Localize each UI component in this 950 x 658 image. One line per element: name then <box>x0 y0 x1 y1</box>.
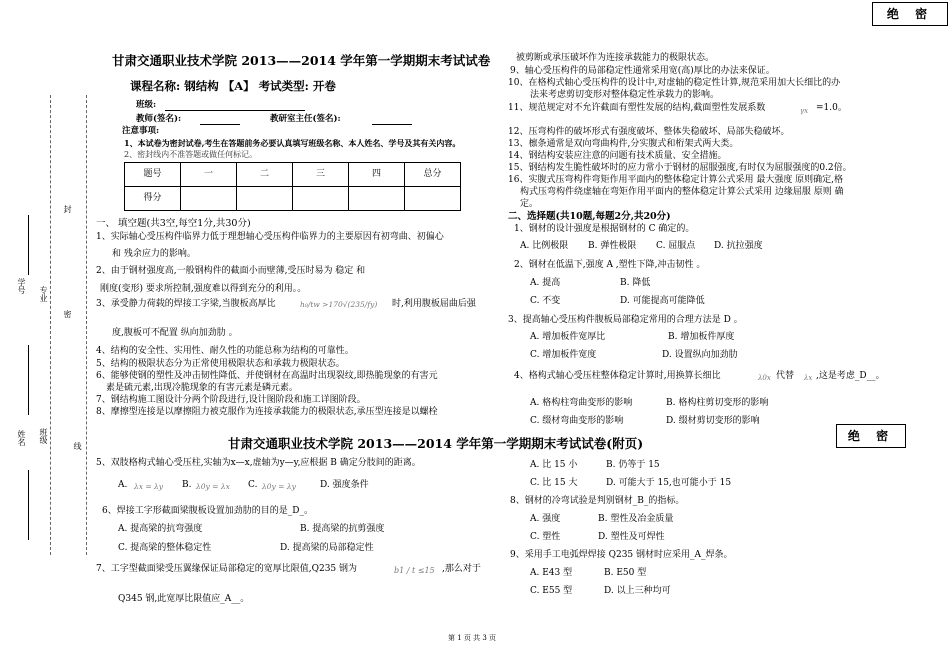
rt-q10b: 法来考虑剪切变形对整体稳定性承载力的影响。 <box>530 90 720 100</box>
s2-q3-opt-b[interactable]: B. 增加板件厚度 <box>668 332 735 342</box>
page-footer: 第 1 页 共 3 页 <box>448 634 497 642</box>
section2-title: 二、选择题(共10题,每题2分,共20分) <box>508 211 671 222</box>
seal-line-right <box>86 95 87 555</box>
note-2: 2、密封线内不准答题或做任何标记。 <box>124 150 258 159</box>
score-cell[interactable] <box>181 187 237 211</box>
score-cell[interactable] <box>237 187 293 211</box>
score-cell[interactable] <box>293 187 349 211</box>
ap-q7-opt-b[interactable]: B. 仍等于 15 <box>606 460 660 470</box>
ap-q9: 9、采用手工电弧焊焊接 Q235 钢材时应采用_A_焊条。 <box>510 550 733 560</box>
score-table <box>124 162 461 211</box>
ap-q8-opt-a[interactable]: A. 强度 <box>530 514 561 524</box>
s2-q4-formula-1: λ0x <box>758 374 771 382</box>
margin-field-line-1 <box>28 215 30 275</box>
s2-q2-opt-a[interactable]: A. 提高 <box>530 278 561 288</box>
ap-q5-opt-d[interactable]: D. 强度条件 <box>320 480 369 490</box>
ap-q7b: Q345 钢,此宽厚比限值应_A__。 <box>118 594 250 604</box>
major-label: 专业 <box>39 286 48 302</box>
seal-mark-mi: 密 <box>63 310 72 318</box>
s2-q1: 1、钢材的设计强度是根据钢材的 C 确定的。 <box>514 224 695 234</box>
score-cell[interactable] <box>349 187 405 211</box>
s2-q4-opt-a[interactable]: A. 格构柱弯曲变形的影响 <box>530 398 633 408</box>
rt-q14: 14、钢结构安装应注意的问题有技术质量、安全措施。 <box>508 151 727 161</box>
seal-line-left <box>50 95 51 555</box>
ap-q5-opt-c-formula: λ0y = λy <box>262 482 296 491</box>
s1-q1b: 和 残余应力的影响。 <box>112 249 196 259</box>
ap-q5-opt-b-formula: λ0y = λx <box>196 482 230 491</box>
ap-q9-opt-c[interactable]: C. E55 型 <box>530 586 573 596</box>
s1-q6: 6、能够使钢的塑性及冲击韧性降低、并使钢材在高温时出现裂纹,即热脆现象的有害元 <box>96 371 438 381</box>
rt-q10: 10、在格构式轴心受压构件的设计中,对虚轴的稳定性计算,规范采用加大长细比的办 <box>508 78 841 88</box>
student-id-label: 学号 <box>17 278 26 294</box>
note-1: 1、本试卷为密封试卷,考生在答题前务必要认真填写班级名称、本人姓名、学号及其有关内容。 <box>124 138 461 148</box>
class-label-margin: 班级 <box>39 428 48 444</box>
s1-q2b: 刚度(变形) 要求所控制,强度难以得到充分的利用。。 <box>100 284 307 294</box>
section1-title: 一、 填空题(共3空,每空1分,共30分) <box>96 218 251 229</box>
secret-label-appendix: 绝 密 <box>836 424 906 448</box>
ap-q9-opt-d[interactable]: D. 以上三种均可 <box>604 586 671 596</box>
rt-q16b: 构式压弯构件绕虚轴在弯矩作用平面内的整体稳定计算公式采用 边缘屈服 原则 确 <box>520 187 844 197</box>
s1-q2: 2、由于钢材强度高,一般钢构件的截面小而壁薄,受压时易为 稳定 和 <box>96 266 366 276</box>
s1-q1: 1、实际轴心受压构件临界力低于理想轴心受压构件临界力的主要原因有初弯曲、初偏心 <box>96 232 444 242</box>
ap-q7-opt-a[interactable]: A. 比 15 小 <box>530 460 578 470</box>
score-row-label: 得分 <box>125 187 181 211</box>
s2-q2-opt-d[interactable]: D. 可能提高可能降低 <box>620 296 705 306</box>
exam-title: 甘肃交通职业技术学院 2013——2014 学年第一学期期末考试试卷 <box>112 53 491 68</box>
seal-mark-xian: 线 <box>73 442 82 450</box>
s2-q3-opt-d[interactable]: D. 设置纵向加劲肋 <box>662 350 738 360</box>
score-header-1: 一 <box>181 163 237 187</box>
ap-q8: 8、钢材的冷弯试验是判别钢材_B_的指标。 <box>510 496 685 506</box>
s2-q2-opt-b[interactable]: B. 降低 <box>620 278 651 288</box>
director-sign-label: 教研室主任(签名): <box>270 114 341 124</box>
s2-q3-opt-a[interactable]: A. 增加板件宽厚比 <box>530 332 606 342</box>
score-cell[interactable] <box>405 187 461 211</box>
s1-q7: 7、钢结构施工图设计分两个阶段进行,设计图阶段和施工详图阶段。 <box>96 395 366 405</box>
s1-q3: 3、承受静力荷载的焊接工字梁,当腹板高厚比 <box>96 299 276 309</box>
score-header-no: 题号 <box>125 163 181 187</box>
ap-q9-opt-b[interactable]: B. E50 型 <box>604 568 647 578</box>
ap-q7: 7、工字型截面梁受压翼缘保证局部稳定的宽厚比限值,Q235 钢为 <box>96 564 358 574</box>
rt-q11-formula: γx <box>800 107 809 115</box>
rt-q9: 9、轴心受压构件的局部稳定性通常采用宽(高)厚比的办法来保证。 <box>510 66 775 76</box>
ap-q8-opt-b[interactable]: B. 塑性及冶金质量 <box>598 514 674 524</box>
rt-q12: 12、压弯构件的破坏形式有强度破坏、整体失稳破坏、局部失稳破坏。 <box>508 127 790 137</box>
s1-q8: 8、摩擦型连接是以摩擦阻力被克服作为连接承载能力的极限状态,承压型连接是以螺栓 <box>96 407 438 417</box>
s2-q4-opt-d[interactable]: D. 缀材剪切变形的影响 <box>666 416 760 426</box>
ap-q5-opt-c[interactable]: C. <box>248 480 258 490</box>
s2-q1-opt-b[interactable]: B. 弹性极限 <box>588 241 637 251</box>
ap-q5: 5、双肢格构式轴心受压柱,实轴为x—x,虚轴为y—y,应根据 B 确定分肢间的距离。 <box>96 458 421 468</box>
s1-q3e: 时,利用腹板屈曲后强 <box>392 299 476 309</box>
s2-q4-opt-c[interactable]: C. 缀材弯曲变形的影响 <box>530 416 624 426</box>
s2-q2-opt-c[interactable]: C. 不变 <box>530 296 561 306</box>
ap-q6-opt-d[interactable]: D. 提高梁的局部稳定性 <box>280 543 374 553</box>
s2-q1-opt-a[interactable]: A. 比例极限 <box>520 241 569 251</box>
rt-q11e: =1.0。 <box>816 103 847 113</box>
score-header-total: 总分 <box>405 163 461 187</box>
ap-q7-formula: b1 / t ≤15 <box>394 566 435 575</box>
margin-field-line-3 <box>28 470 30 540</box>
s2-q3-opt-c[interactable]: C. 增加板件宽度 <box>530 350 597 360</box>
director-sign-line[interactable] <box>372 124 412 125</box>
ap-q8-opt-c[interactable]: C. 塑性 <box>530 532 561 542</box>
course-line: 课程名称: 钢结构 【A】 考试类型: 开卷 <box>130 79 336 93</box>
notes-title: 注意事项: <box>122 126 160 136</box>
ap-q6-opt-c[interactable]: C. 提高梁的整体稳定性 <box>118 543 212 553</box>
s2-q4f: ,这是考虑_D__。 <box>816 371 885 381</box>
ap-q6-opt-a[interactable]: A. 提高梁的抗弯强度 <box>118 524 203 534</box>
s2-q4-formula-2: λx <box>804 374 813 382</box>
s2-q4-opt-b[interactable]: B. 格构柱剪切变形的影响 <box>666 398 769 408</box>
s2-q4: 4、格构式轴心受压柱整体稳定计算时,用换算长细比 <box>514 371 721 381</box>
secret-label-top: 绝 密 <box>872 2 948 26</box>
s2-q1-opt-d[interactable]: D. 抗拉强度 <box>714 241 763 251</box>
name-label: 姓名 <box>17 430 26 446</box>
ap-q5-opt-a[interactable]: A. <box>118 480 128 490</box>
teacher-sign-line[interactable] <box>200 124 240 125</box>
s1-q3b: 度,腹板可不配置 纵向加劲肋 。 <box>112 328 238 338</box>
ap-q5-opt-b[interactable]: B. <box>182 480 192 490</box>
s1-q4: 4、结构的安全性、实用性、耐久性的功能总称为结构的可靠性。 <box>96 346 354 356</box>
ap-q5-opt-a-formula: λx = λy <box>134 482 164 491</box>
rt-q13: 13、檩条通常是双向弯曲构件,分实腹式和桁架式两大类。 <box>508 139 739 149</box>
ap-q6: 6、焊接工字形截面梁腹板设置加劲肋的目的是_D_。 <box>102 506 313 516</box>
s2-q3: 3、提高轴心受压构件腹板局部稳定常用的合理方法是 D 。 <box>508 315 743 325</box>
score-header-3: 三 <box>293 163 349 187</box>
ap-q9-opt-a[interactable]: A. E43 型 <box>530 568 573 578</box>
ap-q8-opt-d[interactable]: D. 塑性及可焊性 <box>598 532 665 542</box>
s1-q6b: 素是硫元素,出现冷脆现象的有害元素是磷元素。 <box>106 383 298 393</box>
s2-q4e: 代替 <box>776 371 795 381</box>
class-field-label: 班级: <box>136 100 157 110</box>
margin-field-line-2 <box>28 345 30 415</box>
rt-q11: 11、规范规定对不允许截面有塑性发展的结构,截面塑性发展系数 <box>508 103 766 113</box>
rt-l0: 被剪断或承压破坏作为连接承载能力的极限状态。 <box>516 53 715 63</box>
teacher-sign-label: 教师(签名): <box>136 114 182 124</box>
s2-q2: 2、钢材在低温下,强度 A ,塑性下降,冲击韧性 。 <box>514 260 706 270</box>
appendix-title: 甘肃交通职业技术学院 2013——2014 学年第一学期期末考试试卷(附页) <box>228 436 644 451</box>
ap-q6-opt-b[interactable]: B. 提高梁的抗剪强度 <box>300 524 385 534</box>
rt-q16: 16、实腹式压弯构件弯矩作用平面内的整体稳定计算公式采用 最大强度 原则确定,格 <box>508 175 844 185</box>
s1-q5: 5、结构的极限状态分为正常使用极限状态和承载力极限状态。 <box>96 359 345 369</box>
class-field-line[interactable] <box>165 110 305 111</box>
rt-q15: 15、钢结构发生脆性破坏时的应力常小于钢材的屈服强度,有时仅为屈服强度的0.2倍。 <box>508 163 852 173</box>
s2-q1-opt-c[interactable]: C. 屈服点 <box>656 241 696 251</box>
score-header-4: 四 <box>349 163 405 187</box>
rt-q16c: 定。 <box>520 199 539 209</box>
seal-mark-feng: 封 <box>63 205 72 213</box>
score-header-2: 二 <box>237 163 293 187</box>
ap-q7-opt-c[interactable]: C. 比 15 大 <box>530 478 578 488</box>
ap-q7-opt-d[interactable]: D. 可能大于 15,也可能小于 15 <box>606 478 732 488</box>
ap-q7e: ,那么对于 <box>442 564 481 574</box>
s1-q3-formula: h₀/tw >170√(235/fy) <box>300 300 378 309</box>
